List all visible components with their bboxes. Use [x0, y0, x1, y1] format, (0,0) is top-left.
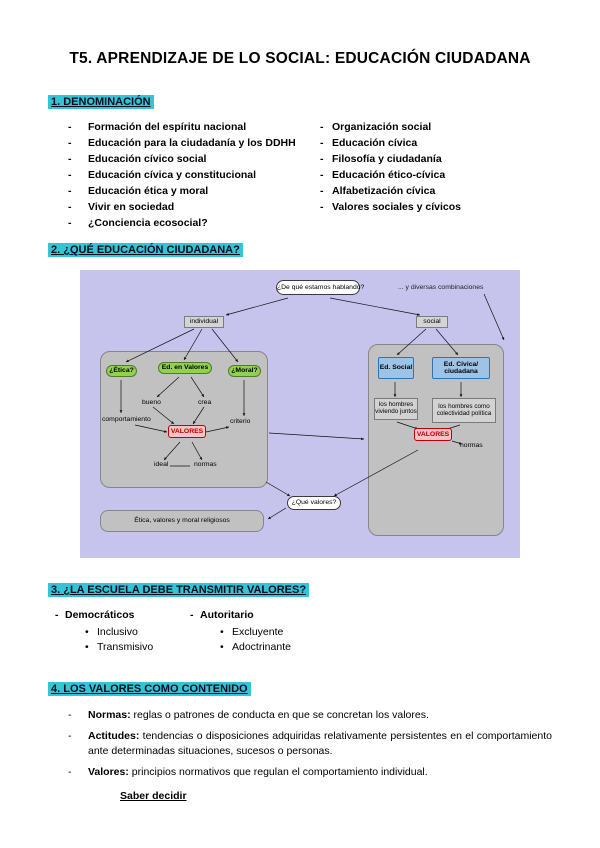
definition-term: Normas: [88, 709, 131, 721]
ed-en-valores-pill: Ed. en Valores [158, 362, 212, 374]
denominacion-left-list [68, 119, 320, 231]
section-2-heading: 2. ¿QUÉ EDUCACIÓN CIUDADANA? [48, 243, 243, 257]
definition-text: reglas o patrones de conducta en que se concretan los valores. [130, 709, 429, 721]
denominacion-right-list [320, 119, 461, 231]
que-valores-bubble: ¿Qué valores? [287, 496, 341, 510]
crea-label: crea [198, 399, 212, 406]
saber-decidir-note: Saber decidir [120, 790, 187, 802]
section-escuela-valores [48, 580, 552, 655]
list-item: • Excluyente [220, 625, 291, 640]
social-label: social [416, 316, 448, 328]
section-que-educacion [48, 240, 552, 558]
democraticos-list [85, 625, 190, 655]
list-item: - Educación ética y moral [68, 183, 320, 199]
ed-social-box: Ed. Social [378, 357, 414, 379]
section-valores-contenido [48, 679, 552, 804]
valores-definitions-list [68, 708, 552, 780]
valores-box-right: VALORES [414, 428, 452, 441]
list-item: - Vivir en sociedad [68, 199, 320, 215]
normas-left-label: normas [194, 461, 217, 468]
list-item: - Valores sociales y cívicos [320, 199, 461, 215]
list-item: - Educación para la ciudadanía y los DDHH [68, 135, 320, 151]
list-item: • Adoctrinante [220, 640, 291, 655]
moral-pill: ¿Moral? [228, 365, 261, 377]
definition-item [68, 765, 552, 780]
list-item: - Alfabetización cívica [320, 183, 461, 199]
autoritario-list [220, 625, 291, 655]
ed-civica-box: Ed. Cívica/ ciudadana [432, 357, 490, 379]
question-bubble: ¿De qué estamos hablando? [276, 280, 360, 295]
section-4-heading: 4. LOS VALORES COMO CONTENIDO [48, 682, 251, 696]
page-title: T5. APRENDIZAJE DE LO SOCIAL: EDUCACIÓN CIUDADANA [69, 50, 531, 67]
education-concept-diagram [80, 270, 520, 558]
section-denominacion [48, 92, 552, 231]
list-item: • Transmisivo [85, 640, 190, 655]
definition-item [68, 708, 552, 723]
individual-label: individual [184, 316, 224, 328]
denominacion-columns [48, 119, 552, 231]
list-item: • Inclusivo [85, 625, 190, 640]
list-item: - Formación del espíritu nacional [68, 119, 320, 135]
ideal-label: ideal [154, 461, 169, 468]
valores-box-left: VALORES [168, 425, 206, 438]
autoritario-column [190, 609, 291, 655]
bueno-label: bueno [142, 399, 161, 406]
comportamiento-label: comportamiento [102, 416, 151, 423]
definition-text: principios normativos que regulan el comportamiento individual. [128, 766, 428, 778]
definition-text: tendencias o disposiciones adquiridas relativamente persistentes en el comportamiento ante determinadas situaciones, sucesos o personas. [88, 730, 552, 757]
definition-term: Actitudes: [88, 730, 140, 742]
valores-comparison [48, 609, 552, 655]
list-item: - Organización social [320, 119, 461, 135]
hombres-colectividad-chip: los hombres como colectividad política [432, 398, 496, 423]
democraticos-label: - Democráticos [55, 609, 190, 621]
criterio-label: criterio [230, 418, 251, 425]
list-item: - Educación cívica [320, 135, 461, 151]
list-item: - Educación cívica y constitucional [68, 167, 320, 183]
section-3-heading: 3. ¿LA ESCUELA DEBE TRANSMITIR VALORES? [48, 583, 309, 597]
etica-valores-moral-box: Ética, valores y moral religiosos [100, 510, 264, 532]
combinations-note: ... y diversas combinaciones [398, 284, 484, 291]
list-item: - Educación cívico social [68, 151, 320, 167]
definition-term: Valores: [88, 766, 129, 778]
normas-right-label: normas [460, 442, 483, 449]
section-1-heading: 1. DENOMINACIÓN [48, 95, 154, 109]
hombres-juntos-chip: los hombres viviendo juntos [374, 398, 418, 420]
list-item: - ¿Conciencia ecosocial? [68, 215, 320, 231]
list-item: - Educación ético-cívica [320, 167, 461, 183]
democraticos-column [55, 609, 190, 655]
etica-pill: ¿Ética? [106, 365, 137, 377]
definition-item [68, 729, 552, 759]
list-item: - Filosofía y ciudadanía [320, 151, 461, 167]
autoritario-label: - Autoritario [190, 609, 291, 621]
